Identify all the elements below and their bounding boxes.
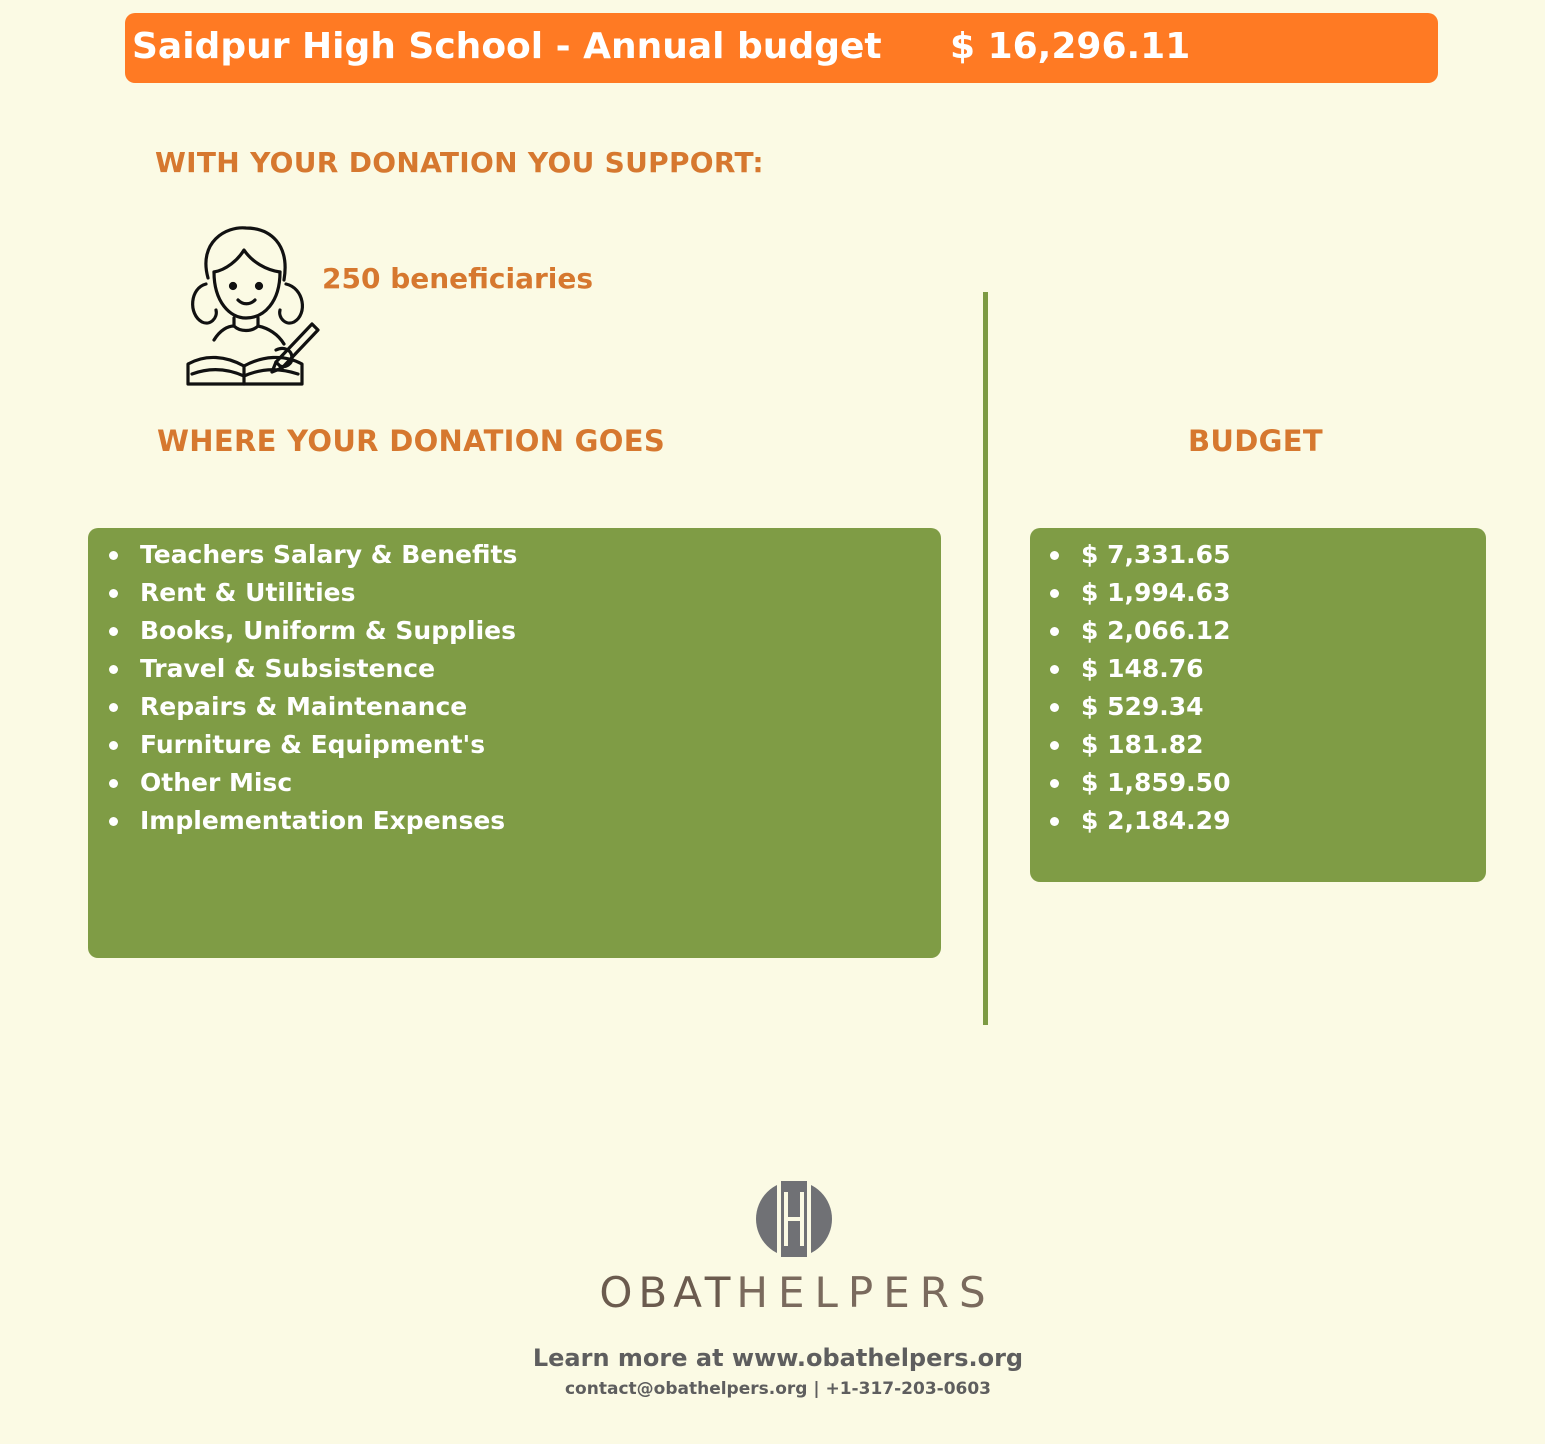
item-label: Books, Uniform & Supplies — [140, 616, 516, 645]
item-label: Implementation Expenses — [140, 806, 506, 835]
list-item — [1047, 574, 1230, 612]
bullet-icon — [109, 551, 118, 560]
bullet-icon — [109, 665, 118, 674]
budget-heading: BUDGET — [1188, 424, 1323, 458]
amount-value: $ 2,184.29 — [1081, 806, 1231, 835]
list-item — [106, 650, 517, 688]
h-circle-logo-icon — [755, 1180, 833, 1258]
list-item — [1047, 612, 1230, 650]
budget-amounts-list — [1047, 536, 1230, 840]
amount-value: $ 1,994.63 — [1081, 578, 1231, 607]
title-bar — [125, 13, 1438, 83]
list-item — [1047, 688, 1230, 726]
bullet-icon — [109, 817, 118, 826]
bullet-icon — [1050, 703, 1059, 712]
bullet-icon — [1050, 627, 1059, 636]
bullet-icon — [109, 741, 118, 750]
list-item — [1047, 726, 1230, 764]
page-title: Saidpur High School - Annual budget — [132, 26, 882, 67]
brand-obat: OBAT — [599, 1268, 737, 1317]
brand-helpers: HELPERS — [736, 1268, 996, 1317]
list-item — [1047, 764, 1230, 802]
bullet-icon — [1050, 551, 1059, 560]
item-label: Travel & Subsistence — [140, 654, 436, 683]
bullet-icon — [1050, 741, 1059, 750]
item-label: Furniture & Equipment's — [140, 730, 486, 759]
list-item — [106, 726, 517, 764]
budget-amounts-panel — [1030, 528, 1486, 882]
bullet-icon — [1050, 665, 1059, 674]
learn-more-link[interactable]: Learn more at www.obathelpers.org — [532, 1344, 1024, 1372]
list-item — [106, 612, 517, 650]
amount-value: $ 1,859.50 — [1081, 768, 1231, 797]
list-item — [106, 688, 517, 726]
student-reading-icon — [180, 222, 325, 390]
amount-value: $ 7,331.65 — [1081, 540, 1231, 569]
bullet-icon — [109, 589, 118, 598]
expense-categories-list — [106, 536, 517, 840]
list-item — [106, 574, 517, 612]
list-item — [106, 536, 517, 574]
amount-value: $ 148.76 — [1081, 654, 1204, 683]
bullet-icon — [1050, 779, 1059, 788]
list-item — [1047, 536, 1230, 574]
beneficiaries-count: 250 beneficiaries — [322, 262, 594, 295]
amount-value: $ 2,066.12 — [1081, 616, 1231, 645]
bullet-icon — [1050, 817, 1059, 826]
bullet-icon — [109, 779, 118, 788]
amount-value: $ 529.34 — [1081, 692, 1204, 721]
item-label: Rent & Utilities — [140, 578, 356, 607]
expense-categories-panel — [88, 528, 941, 958]
list-item — [1047, 802, 1230, 840]
list-item — [106, 802, 517, 840]
list-item — [106, 764, 517, 802]
bullet-icon — [109, 703, 118, 712]
item-label: Other Misc — [140, 768, 293, 797]
support-heading: WITH YOUR DONATION YOU SUPPORT: — [155, 146, 764, 179]
item-label: Repairs & Maintenance — [140, 692, 468, 721]
list-item — [1047, 650, 1230, 688]
amount-value: $ 181.82 — [1081, 730, 1204, 759]
bullet-icon — [1050, 589, 1059, 598]
contact-info[interactable]: contact@obathelpers.org | +1-317-203-0603 — [564, 1379, 992, 1399]
divider — [983, 292, 988, 1025]
where-heading: WHERE YOUR DONATION GOES — [157, 424, 666, 458]
item-label: Teachers Salary & Benefits — [140, 540, 518, 569]
total-budget: $ 16,296.11 — [950, 26, 1191, 67]
bullet-icon — [109, 627, 118, 636]
brand-logo-text — [560, 1268, 1035, 1317]
